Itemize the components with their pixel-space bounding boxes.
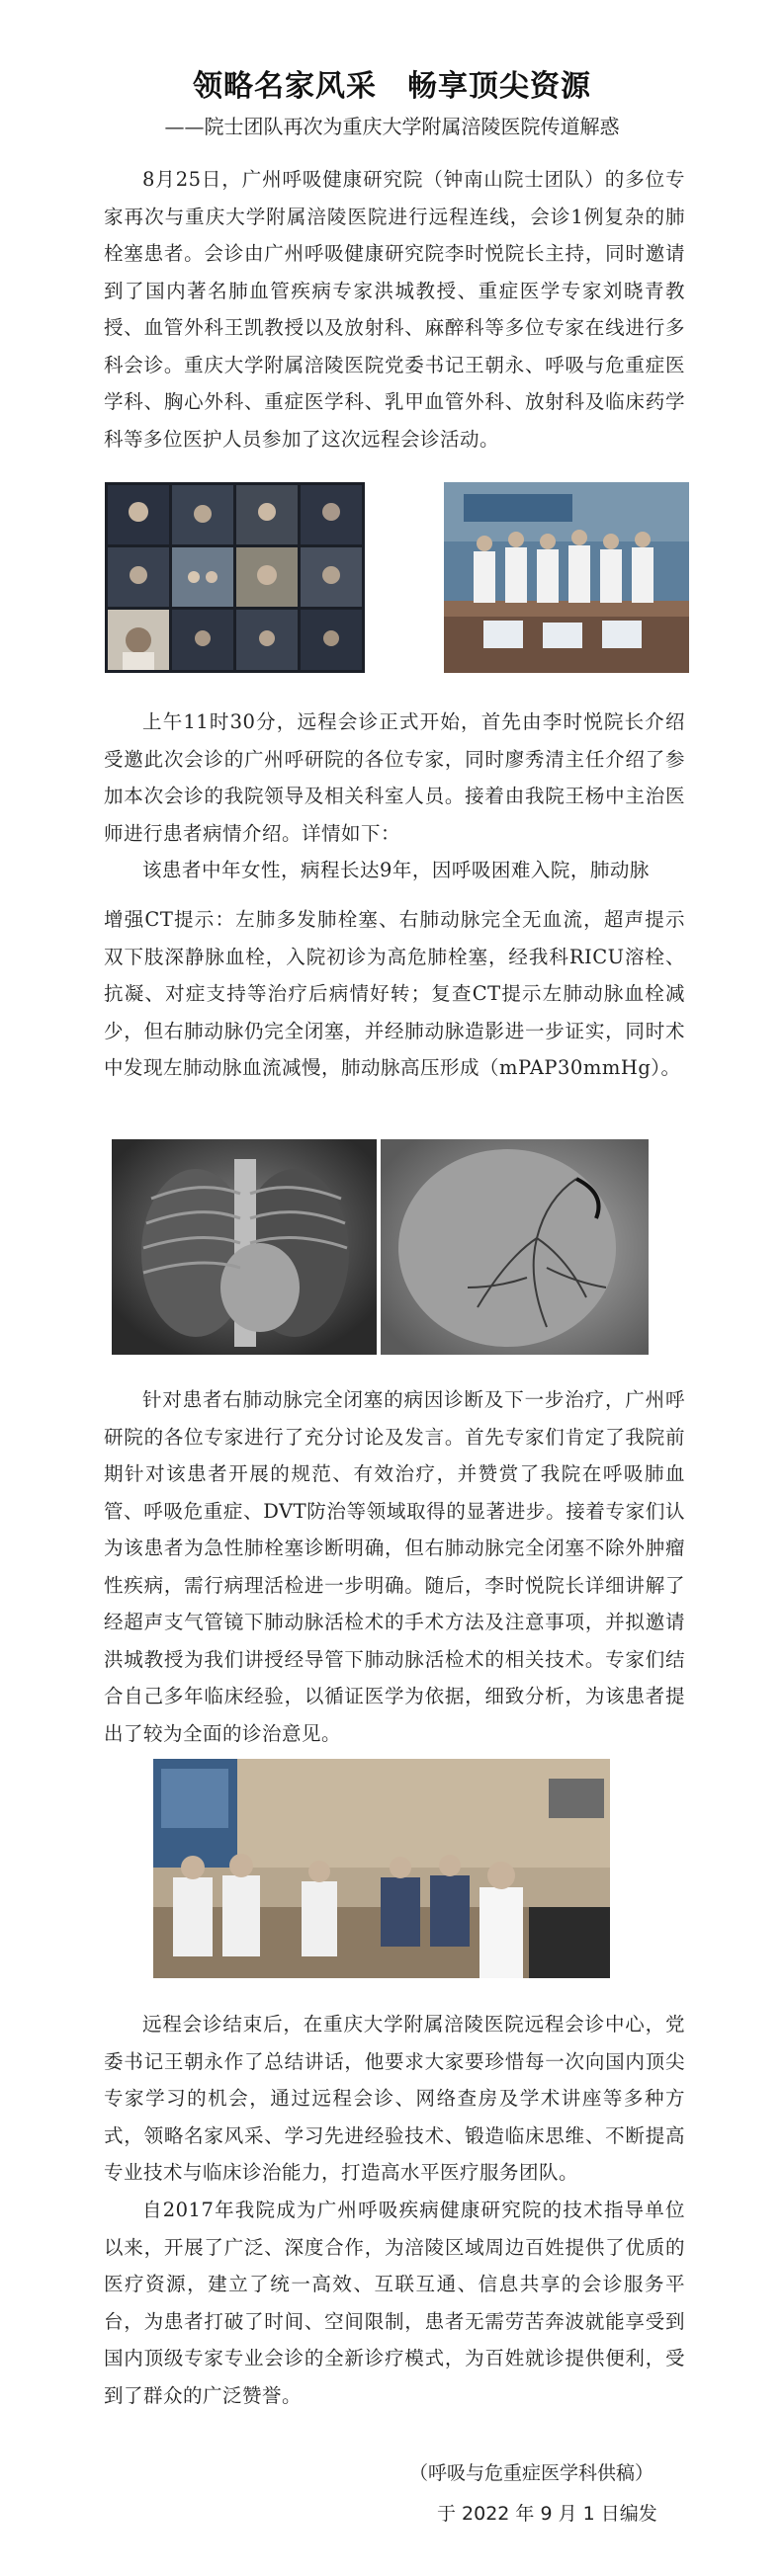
paragraph-cooperation: 自2017年我院成为广州呼吸疾病健康研究院的技术指导单位以来，开展了广泛、深度合作，为涪陵区域周边百姓提供了优质的医疗资源，建立了统一高效、互联互通、信息共享的会诊服务平台，为患者打破了时间、空间限制，患者无需劳苦奔波就能享受到国内顶级专家专业会诊的全新诊疗模式，为百姓就诊提供便利，受到了群众的广泛赞誉。 xyxy=(104,2199,685,2407)
hospital-meeting-room-photo xyxy=(444,482,689,673)
paragraph-intro: 8月25日，广州呼吸健康研究院（钟南山院士团队）的多位专家再次与重庆大学附属涪陵医院进行远程连线，会诊1例复杂的肺栓塞患者。会诊由广州呼吸健康研究院李时悦院长主持，同时邀请到了国内著名肺血管疾病专家洪城教授、重症医学专家刘晓青教授、血管外科王凯教授以及放射科、麻醉科等多位专家在线进行多科会诊。重庆大学附属涪陵医院党委书记王朝永、呼吸与危重症医学科、胸心外科、重症医学科、乳甲血管外科、放射科及临床药学科等多位医护人员参加了这次远程会诊活动。 xyxy=(104,168,685,451)
paragraph-expert-discussion: 针对患者右肺动脉完全闭塞的病因诊断及下一步治疗，广州呼研院的各位专家进行了充分讨论及发言。首先专家们肯定了我院前期针对该患者开展的规范、有效治疗，并赞赏了我院在呼吸肺血管、呼吸危重症、DVT防治等领域取得的显著进步。接着专家们认为该患者为急性肺栓塞诊断明确，但右肺动脉完全闭塞不除外肿瘤性疾病，需行病理活检进一步明确。随后，李时悦院长详细讲解了经超声支气管镜下肺动脉活检术的手术方法及注意事项，并拟邀请洪城教授为我们讲授经导管下肺动脉活检术的相关技术。专家们结合自己多年临床经验，以循证医学为依据，细致分析，为该患者提出了较为全面的诊治意见。 xyxy=(104,1388,685,1745)
article-title: 领略名家风采 畅享顶尖资源 xyxy=(193,69,591,104)
group-photo-icon xyxy=(444,482,689,673)
article-subtitle: ——院士团队再次为重庆大学附属涪陵医院传道解惑 xyxy=(164,115,620,138)
video-call-grid-icon xyxy=(105,482,365,673)
article-date: 于 2022 年 9 月 1 日编发 xyxy=(437,2503,657,2525)
remote-consultation-center-photo xyxy=(153,1759,610,1978)
paragraph-ct-findings: 增强CT提示：左肺多发肺栓塞、右肺动脉完全无血流，超声提示双下肢深静脉血栓，入院初诊为高危肺栓塞，经我科RICU溶栓、抗凝、对症支持等治疗后病情好转；复查CT提示左肺动脉血栓减少，但右肺动脉仍完全闭塞，并经肺动脉造影进一步证实，同时术中发现左肺动脉血流减慢，肺动脉高压形成（mPAP30mmHg）。 xyxy=(104,908,685,1079)
meeting-room-icon xyxy=(153,1759,610,1978)
article-source: （呼吸与危重症医学科供稿） xyxy=(409,2462,654,2484)
paragraph-opening: 上午11时30分，远程会诊正式开始，首先由李时悦院长介绍受邀此次会诊的广州呼研院的各位专家，同时廖秀清主任介绍了参加本次会诊的我院领导及相关科室人员。接着由我院王杨中主治医师进行患者病情介绍。详情如下： xyxy=(104,710,685,845)
chest-xray-angiography-photo xyxy=(112,1139,649,1355)
paragraph-summary-speech: 远程会诊结束后，在重庆大学附属涪陵医院远程会诊中心，党委书记王朝永作了总结讲话，他要求大家要珍惜每一次向国内顶尖专家学习的机会，通过远程会诊、网络查房及学术讲座等多种方式，领略名家风采、学习先进经验技术、锻造临床思维、不断提高专业技术与临床诊治能力，打造高水平医疗服务团队。 xyxy=(104,2013,685,2184)
paragraph-patient-intro: 该患者中年女性，病程长达9年，因呼吸困难入院，肺动脉 xyxy=(142,859,650,881)
medical-imaging-icon xyxy=(112,1139,649,1355)
video-conference-grid-photo xyxy=(105,482,365,673)
